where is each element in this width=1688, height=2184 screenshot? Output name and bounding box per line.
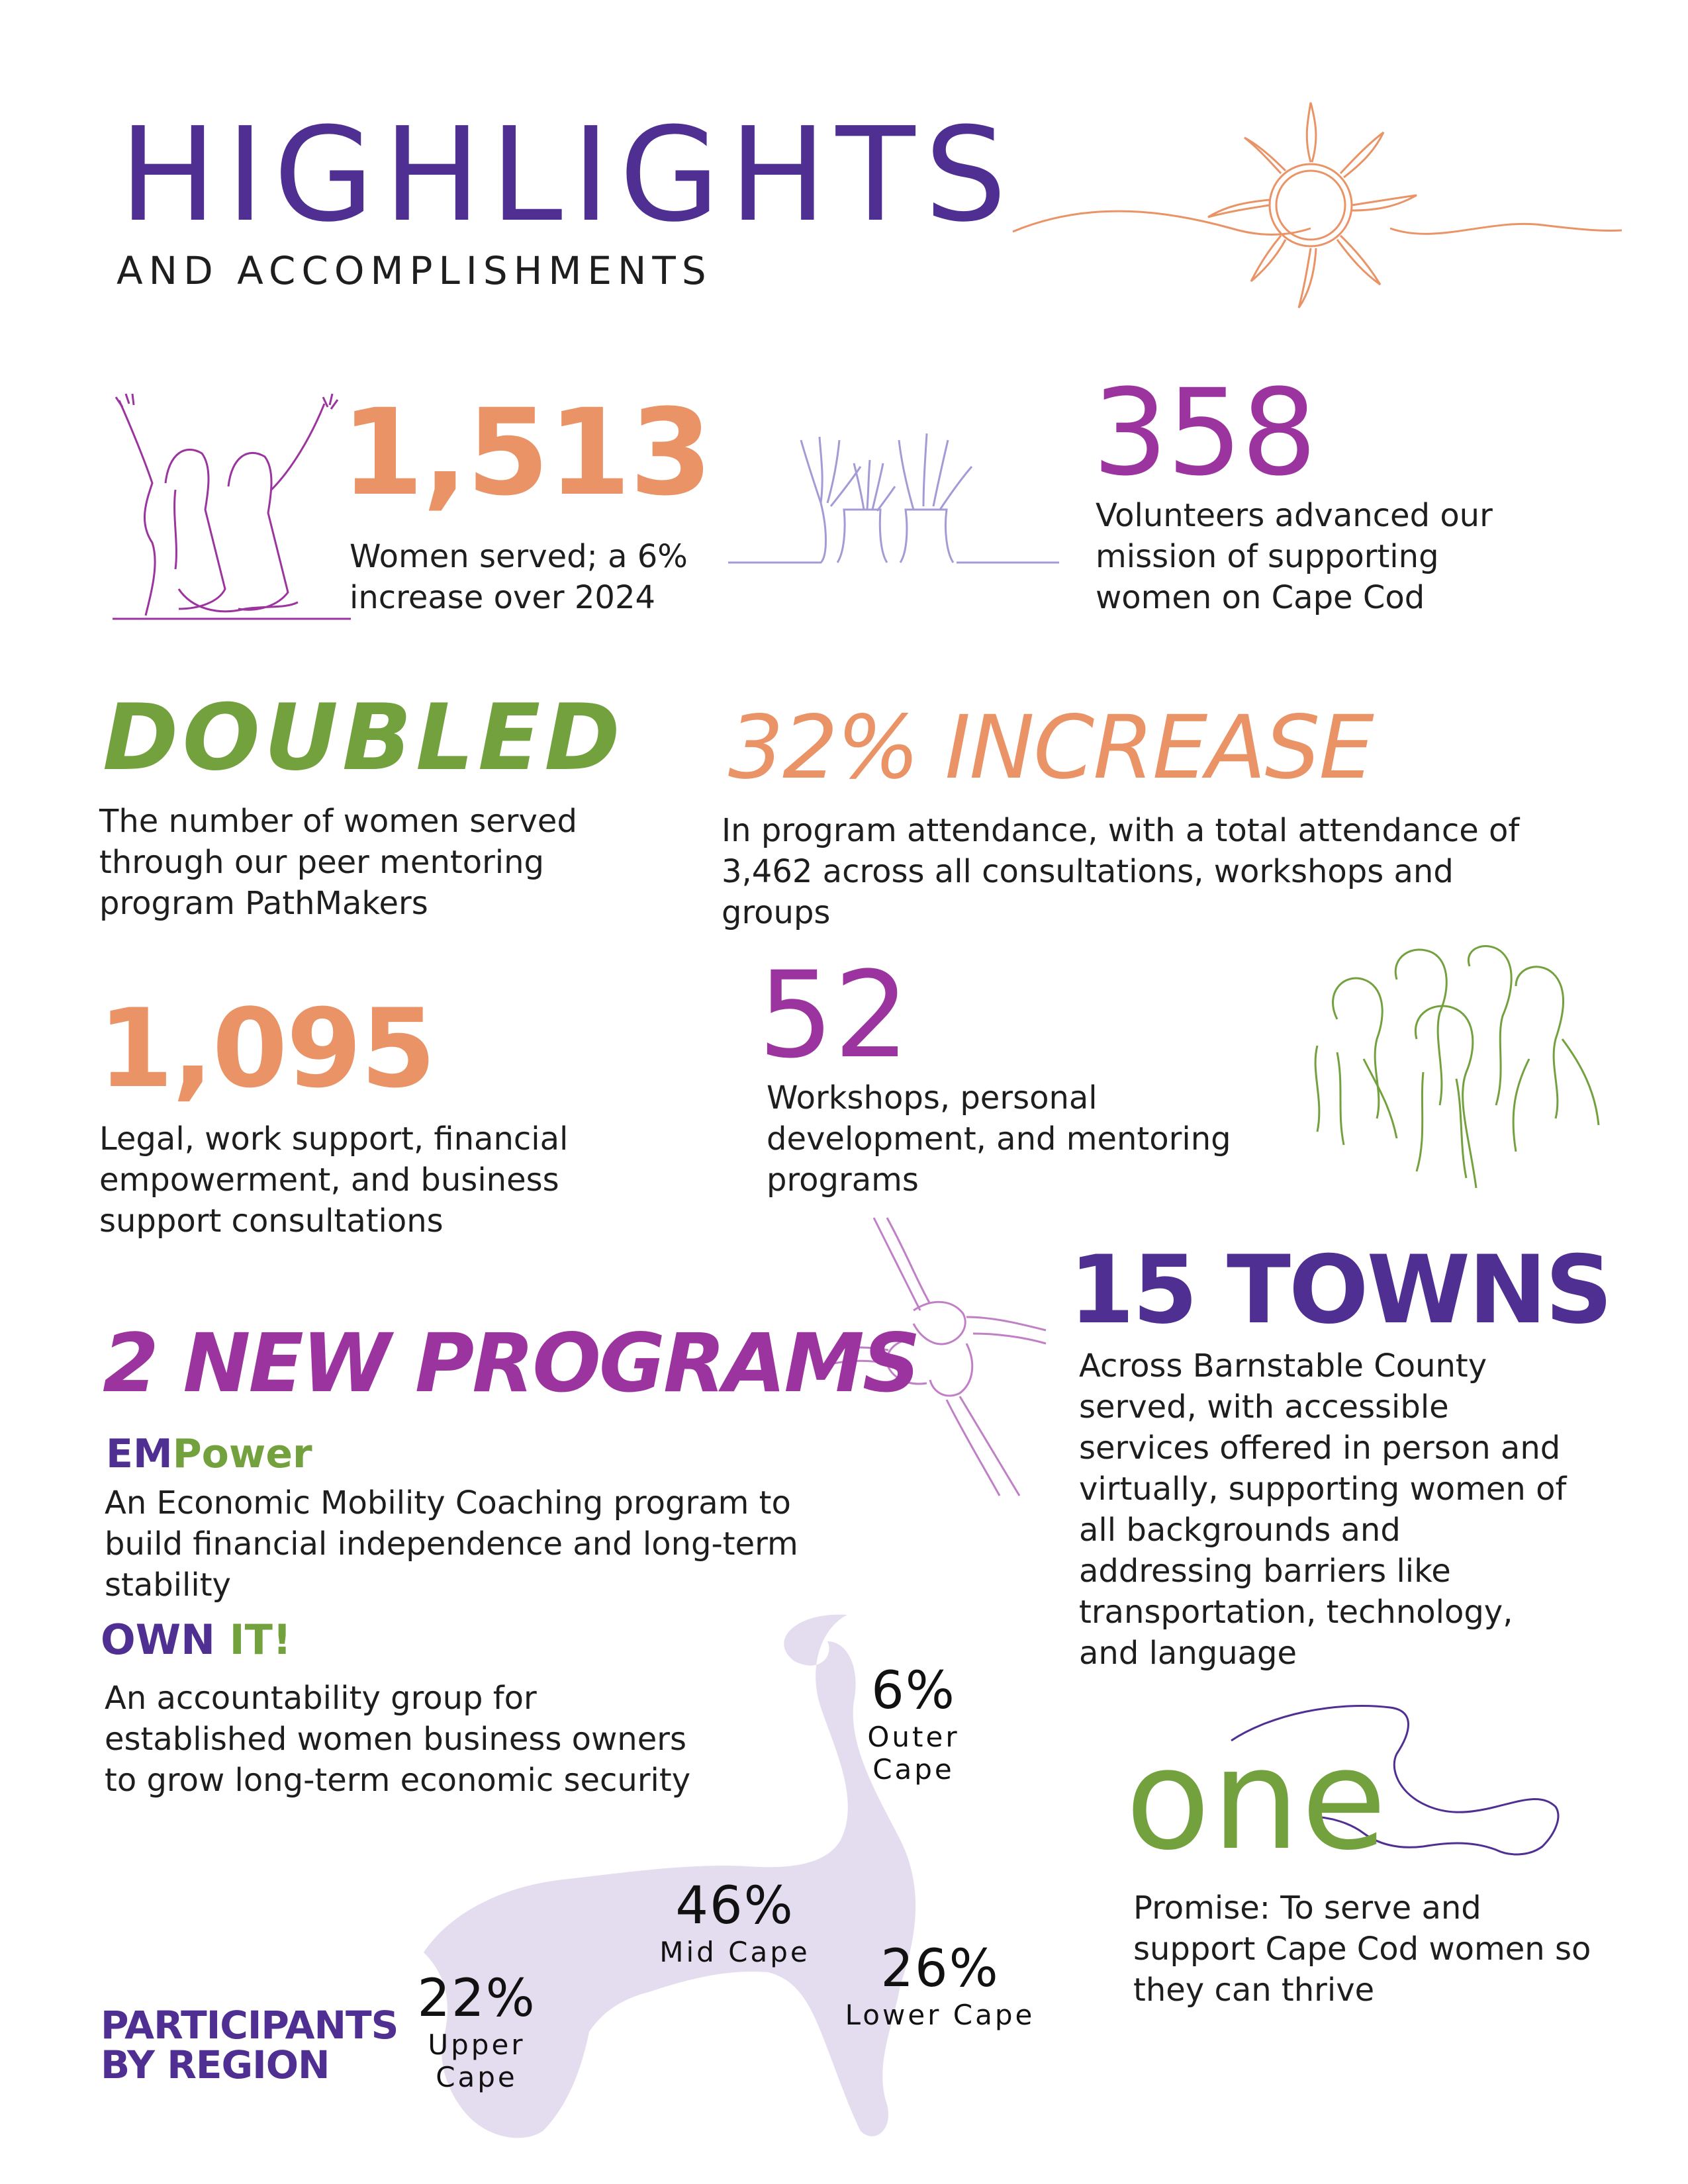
page-title: HIGHLIGHTS [119, 100, 1016, 251]
ownit-name [101, 1616, 291, 1664]
empower-text: An Economic Mobility Coaching program to build financial independence and long-term stability [105, 1484, 798, 1604]
region-outer-pct: 6% [871, 1661, 956, 1721]
ownit-name-b: IT! [229, 1615, 292, 1664]
doubled-text: The number of women served through our peer mentoring program PathMakers [99, 803, 577, 922]
doubled-value: DOUBLED [103, 684, 624, 791]
towns-text: Across Barnstable County served, with accessible services offered in person and virtually, supporting women of all backgrounds and addressing barriers like transportation, technology, and language [1079, 1347, 1567, 1672]
region-lower [841, 1939, 1039, 2031]
consultations-value: 1,095 [98, 985, 435, 1112]
empower-name-a: EM [106, 1431, 173, 1477]
women-served-value: 1,513 [341, 384, 712, 522]
workshops-value: 52 [758, 946, 910, 1085]
regions-heading-line2: BY REGION [101, 2042, 330, 2087]
empower-name [106, 1431, 312, 1477]
women-group-icon [1297, 940, 1602, 1191]
one-value: one [1125, 1719, 1388, 1881]
region-upper [384, 1969, 569, 2093]
page-subtitle: AND ACCOMPLISHMENTS [117, 248, 712, 293]
raised-hands-icon [728, 424, 1059, 569]
consultations-text: Legal, work support, financial empowerment, and business support consultations [99, 1120, 569, 1240]
one-text: Promise: To serve and support Cape Cod women so they can thrive [1133, 1889, 1591, 2009]
empower-name-b: Power [172, 1431, 312, 1477]
region-outer-label: Outer Cape [867, 1721, 960, 1786]
regions-heading [101, 2005, 398, 2085]
volunteers-value: 358 [1092, 364, 1316, 502]
region-lower-label: Lower Cape [845, 1999, 1035, 2031]
women-served-text: Women served; a 6% increase over 2024 [350, 538, 688, 616]
programs-heading: 2 NEW PROGRAMS [103, 1316, 919, 1410]
towns-value: 15 TOWNS [1069, 1236, 1611, 1345]
region-mid-label: Mid Cape [659, 1936, 810, 1968]
women-raising-arms-icon [113, 390, 351, 629]
region-upper-label: Upper Cape [428, 2028, 526, 2093]
region-mid [649, 1876, 821, 1968]
volunteers-text: Volunteers advanced our mission of supporting women on Cape Cod [1096, 497, 1493, 616]
region-outer [821, 1661, 1006, 1786]
ownit-text: An accountability group for established women business owners to grow long-term economic security [105, 1680, 691, 1799]
sun-icon [1013, 99, 1622, 318]
ownit-name-a: OWN [101, 1615, 230, 1664]
workshops-text: Workshops, personal development, and mentoring programs [767, 1079, 1231, 1199]
region-mid-pct: 46% [675, 1876, 794, 1936]
regions-heading-line1: PARTICIPANTS [101, 2003, 399, 2048]
region-lower-pct: 26% [880, 1939, 1000, 1999]
attendance-text: In program attendance, with a total attendance of 3,462 across all consultations, workshops and groups [722, 812, 1520, 931]
region-upper-pct: 22% [417, 1969, 536, 2028]
attendance-value: 32% INCREASE [728, 697, 1373, 799]
